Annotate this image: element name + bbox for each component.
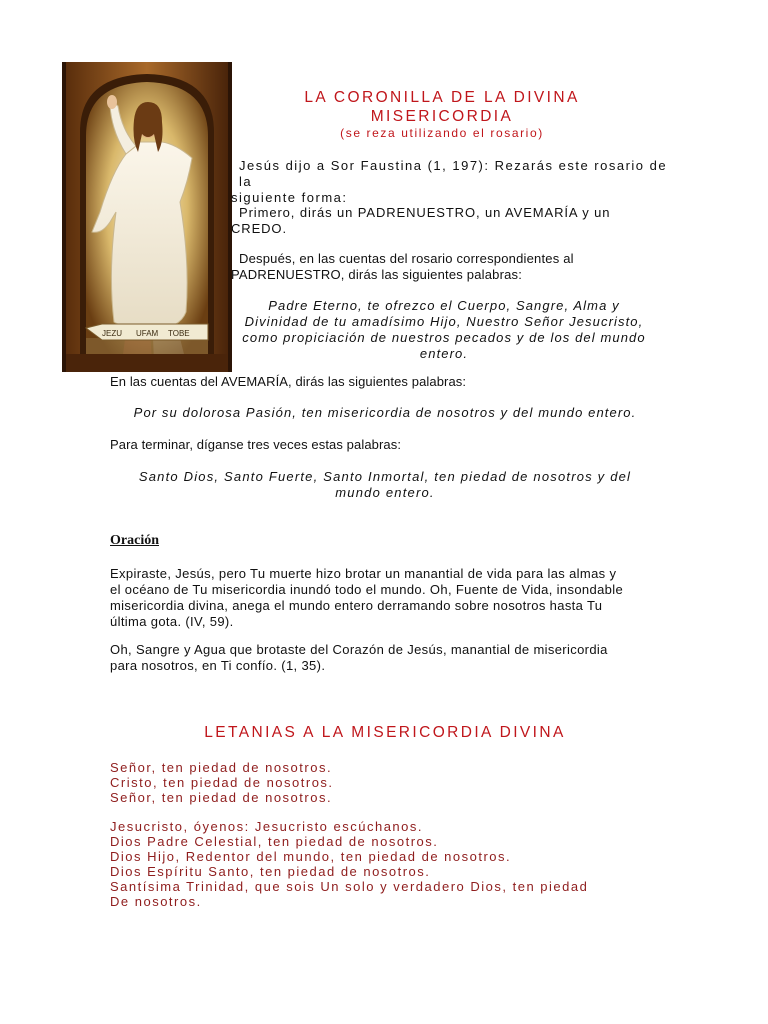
litany-line: Dios Padre Celestial, ten piedad de nosotros.	[110, 834, 439, 849]
litany-line: De nosotros.	[110, 894, 202, 909]
divine-mercy-image	[62, 62, 232, 372]
letanias-group-1	[110, 760, 670, 805]
letanias-title: LETANIAS A LA MISERICORDIA DIVINA	[204, 724, 566, 741]
divine-mercy-painting-icon	[62, 62, 232, 372]
prayer-line-2: Divinidad de tu amadísimo Hijo, Nuestro Señor Jesucristo,	[244, 314, 644, 329]
litany-line: Jesucristo, óyenos: Jesucristo escúchanos.	[110, 819, 424, 834]
prayer-line-4: entero.	[419, 346, 469, 361]
litany-line: Cristo, ten piedad de nosotros.	[110, 775, 334, 790]
intro-p1-line2: siguiente forma:	[231, 190, 348, 205]
oracion-p2-line2: para nosotros, en Ti confío. (1, 35).	[110, 658, 326, 673]
ave-prayer: Por su dolorosa Pasión, ten misericordia de nosotros y del mundo entero.	[133, 405, 637, 420]
letanias-group-2	[110, 819, 670, 909]
oracion-p1-line2: el océano de Tu misericordia inundó todo el mundo. Oh, Fuente de Vida, insondable	[110, 582, 624, 597]
trisagion-prayer	[100, 469, 670, 501]
ave-instruction: En las cuentas del AVEMARÍA, dirás las siguientes palabras:	[110, 374, 467, 389]
oracion-p1-line4: última gota. (IV, 59).	[110, 614, 234, 629]
intro-p2-line2: CREDO.	[231, 221, 287, 236]
oracion-paragraph-1	[110, 566, 670, 630]
prayer-line-1: Padre Eterno, te ofrezco el Cuerpo, Sangre, Alma y	[268, 298, 620, 313]
padre-eterno-prayer	[224, 298, 664, 362]
final-instruction: Para terminar, díganse tres veces estas palabras:	[110, 437, 402, 452]
intro-p2-line1: Primero, dirás un PADRENUESTRO, un AVEMARÍA y un	[239, 205, 611, 220]
title-line-1: LA CORONILLA DE LA DIVINA	[304, 89, 580, 106]
litany-line: Señor, ten piedad de nosotros.	[110, 790, 333, 805]
page-subtitle: (se reza utilizando el rosario)	[340, 126, 544, 140]
litany-line: Santísima Trinidad, que sois Un solo y verdadero Dios, ten piedad	[110, 879, 589, 894]
banner-word-1: JEZU	[102, 329, 122, 338]
intro-paragraph-2	[231, 205, 671, 237]
trisagion-line-1: Santo Dios, Santo Fuerte, Santo Inmortal, ten piedad de nosotros y del	[138, 469, 632, 484]
intro-p1-line1: Jesús dijo a Sor Faustina (1, 197): Rezarás este rosario de la	[239, 158, 668, 189]
intro-p3-line1: Después, en las cuentas del rosario correspondientes al	[239, 251, 574, 266]
title-line-2: MISERICORDIA	[370, 108, 514, 125]
litany-line: Dios Espíritu Santo, ten piedad de nosotros.	[110, 864, 431, 879]
banner-word-2: UFAM	[136, 329, 159, 338]
oracion-p1-line3: misericordia divina, anega el mundo entero derramando sobre nosotros hasta Tu	[110, 598, 603, 613]
trisagion-line-2: mundo entero.	[335, 485, 435, 500]
intro-paragraph-3	[231, 251, 671, 283]
oracion-p2-line1: Oh, Sangre y Agua que brotaste del Corazón de Jesús, manantial de misericordia	[110, 642, 608, 657]
intro-paragraph-1	[231, 158, 671, 206]
oracion-heading: Oración	[110, 533, 159, 548]
oracion-p1-line1: Expiraste, Jesús, pero Tu muerte hizo brotar un manantial de vida para las almas y	[110, 566, 617, 581]
oracion-paragraph-2	[110, 642, 670, 674]
prayer-line-3: como propiciación de nuestros pecados y de los del mundo	[242, 330, 646, 345]
page-title	[232, 88, 652, 126]
litany-line: Dios Hijo, Redentor del mundo, ten piedad de nosotros.	[110, 849, 512, 864]
litany-line: Señor, ten piedad de nosotros.	[110, 760, 333, 775]
banner-word-3: TOBE	[168, 329, 190, 338]
intro-p3-line2: PADRENUESTRO, dirás las siguientes palabras:	[231, 267, 523, 282]
